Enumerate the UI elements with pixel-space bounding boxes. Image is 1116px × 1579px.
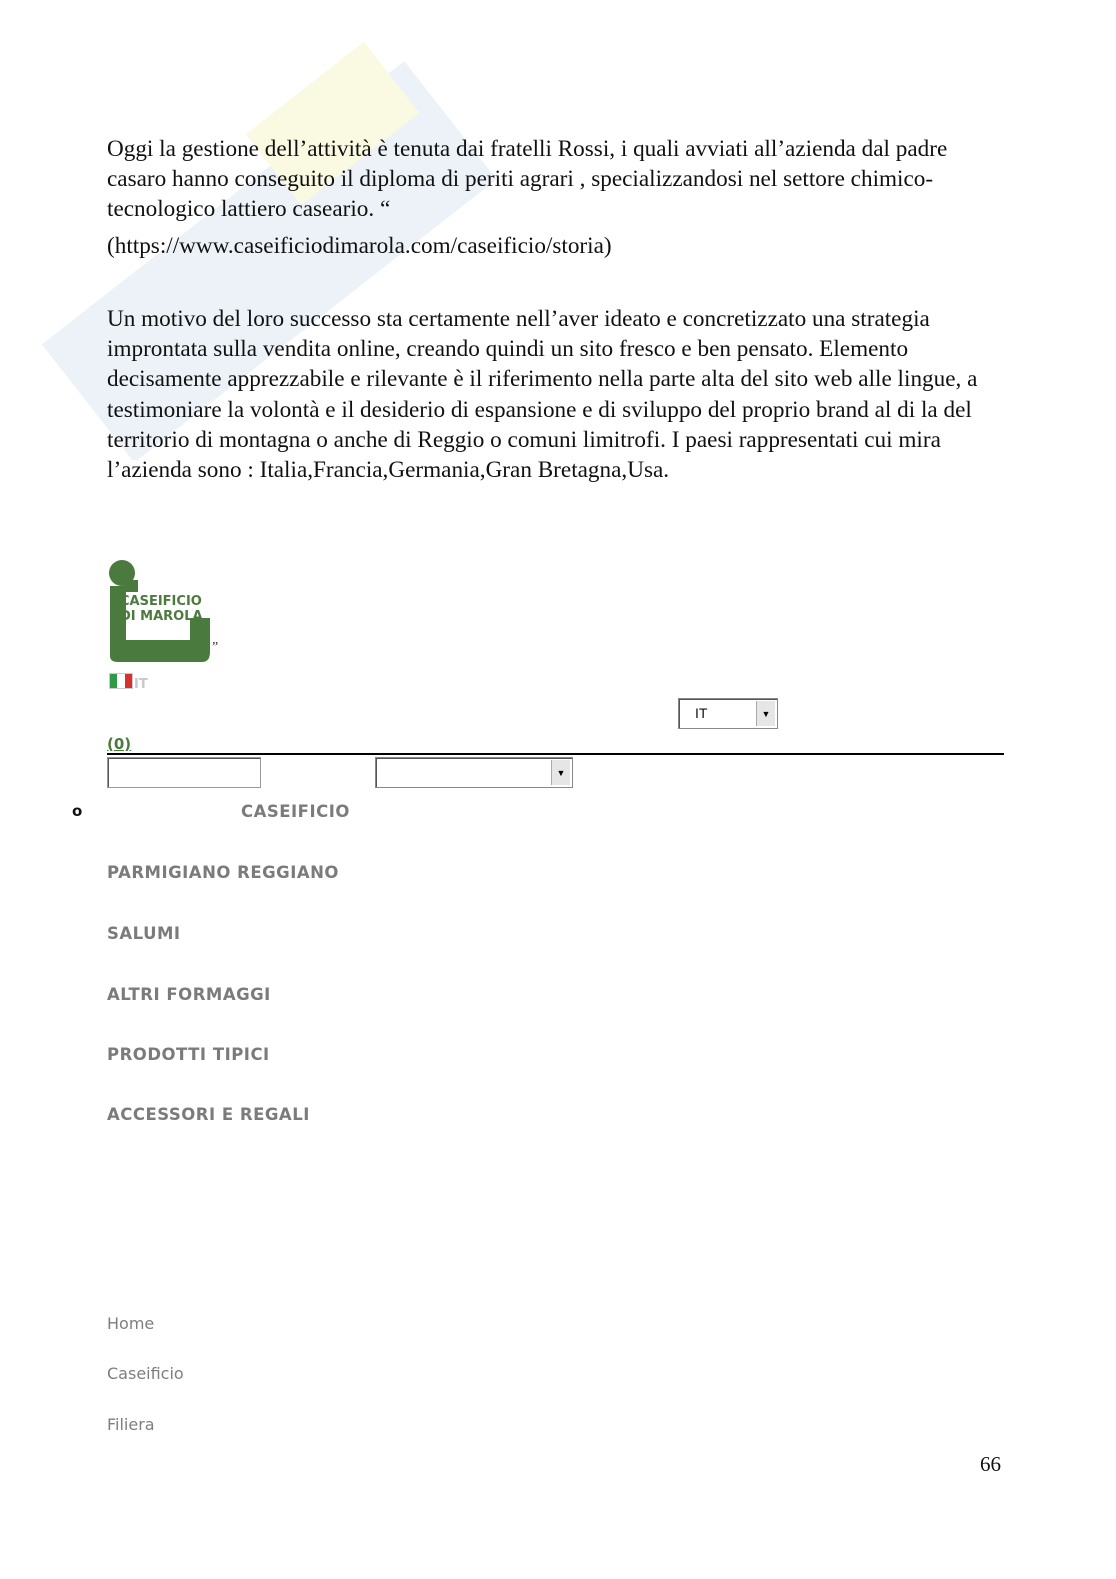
nav-item-caseificio[interactable]: CASEIFICIO	[241, 802, 350, 821]
nav-item-salumi[interactable]: SALUMI	[107, 924, 181, 943]
chevron-down-icon[interactable]: ▼	[756, 701, 775, 726]
divider	[107, 753, 1004, 755]
cart-link[interactable]: (0)	[107, 735, 132, 753]
flag-label[interactable]: IT	[134, 677, 148, 692]
footer-link-filiera[interactable]: Filiera	[107, 1415, 155, 1434]
language-select-value: IT	[695, 705, 708, 721]
caseificio-logo	[106, 556, 218, 666]
language-select[interactable]	[678, 698, 778, 729]
italy-flag-icon[interactable]	[109, 673, 133, 689]
chevron-down-icon[interactable]: ▼	[551, 760, 570, 785]
nav-item-parmigiano-reggiano[interactable]: PARMIGIANO REGGIANO	[107, 863, 339, 882]
quote-mark: ”	[212, 640, 219, 655]
nav-item-accessori-regali[interactable]: ACCESSORI E REGALI	[107, 1105, 310, 1124]
footer-link-caseificio[interactable]: Caseificio	[107, 1364, 184, 1383]
footer-link-home[interactable]: Home	[107, 1314, 155, 1333]
paragraph-strategy: Un motivo del loro successo sta certamente nell’aver ideato e concretizzato una strategia improntata sulla vendita online, creando quindi un sito fresco e ben pensato. Elemento decisamente apprezzabile e rilevante è il riferimento nella parte alta del sito web alle lingue, a testimoniare la volontà e il desiderio di espansione e di sviluppo del proprio brand al di la del territorio di montagna o anche di Reggio o comuni limitrofi. I paesi rappresentati cui mira l’azienda sono : Italia,Francia,Germania,Gran Bretagna,Usa.	[107, 306, 978, 484]
nav-item-prodotti-tipici[interactable]: PRODOTTI TIPICI	[107, 1045, 270, 1064]
logo-line2: DI MAROLA	[120, 609, 203, 624]
search-input[interactable]	[107, 757, 261, 788]
page-number: 66	[980, 1452, 1001, 1476]
list-bullet: o	[72, 802, 83, 820]
paragraph-management: Oggi la gestione dell’attività è tenuta dai fratelli Rossi, i quali avviati all’azienda dal padre casaro hanno conseguito il diploma di periti agrari , specializzandosi nel settore chimico-tecnologico lattiero caseario. “	[107, 136, 948, 223]
nav-item-altri-formaggi[interactable]: ALTRI FORMAGGI	[107, 985, 271, 1004]
category-select[interactable]	[375, 757, 573, 788]
logo-line1: CASEIFICIO	[120, 594, 202, 609]
source-url: (https://www.caseificiodimarola.com/caseificio/storia)	[107, 233, 612, 259]
